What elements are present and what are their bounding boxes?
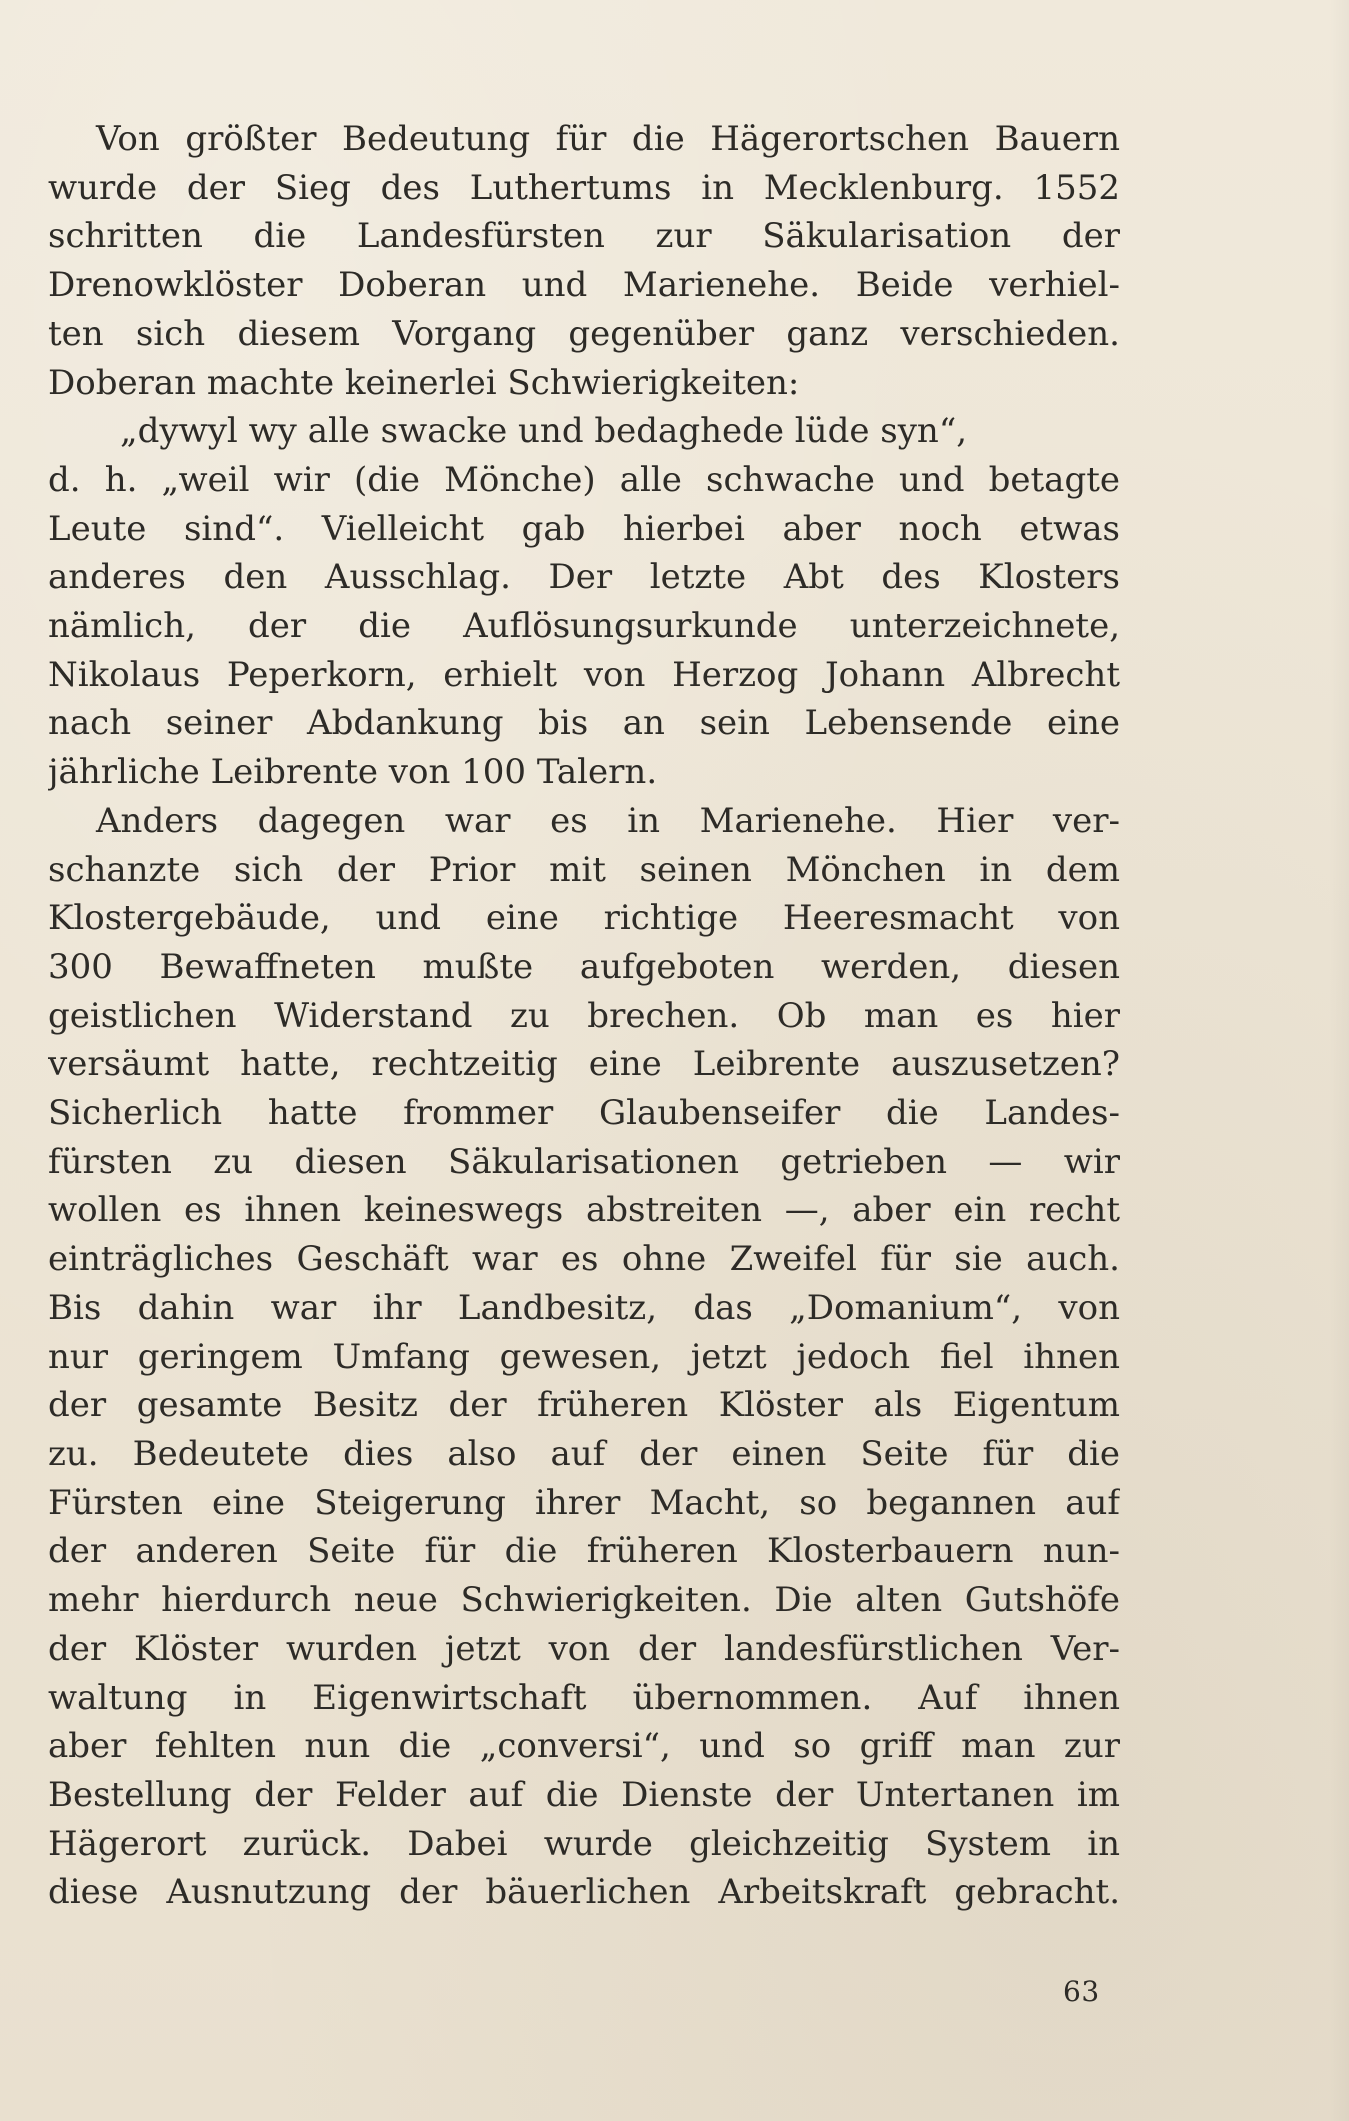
text-line-15: Anders dagegen war es in Marienehe. Hier ver- [96,800,1120,841]
text-line-19: geistlichen Widerstand zu brechen. Ob man es hier [48,995,1120,1036]
text-line-14: jährliche Leibrente von 100 Talern. [48,752,658,793]
text-line-26: nur geringem Umfang gewesen, jetzt jedoch fiel ihnen [48,1336,1120,1377]
text-line-6: Doberan machte keinerlei Schwierigkeiten: [48,362,800,403]
text-line-25: Bis dahin war ihr Landbesitz, das „Domanium“, von [48,1287,1120,1328]
text-line-22: fürsten zu diesen Säkularisationen getrieben — wir [48,1141,1120,1182]
text-line-31: mehr hierdurch neue Schwierigkeiten. Die alten Gutshöfe [48,1580,1120,1621]
quote-line: „dywyl wy alle swacke und bedaghede lüde syn“, [120,411,968,452]
text-line-16: schanzte sich der Prior mit seinen Mönchen in dem [48,849,1120,890]
text-line-11: nämlich, der die Auflösungsurkunde unterzeichnete, [48,606,1120,647]
text-line-36: Hägerort zurück. Dabei wurde gleichzeitig System in [48,1823,1120,1864]
text-line-5: ten sich diesem Vorgang gegenüber ganz verschieden. [48,313,1120,354]
text-line-28: zu. Bedeutete dies also auf der einen Seite für die [48,1433,1120,1474]
text-line-17: Klostergebäude, und eine richtige Heeresmacht von [48,898,1120,939]
text-line-33: waltung in Eigenwirtschaft übernommen. Auf ihnen [48,1677,1120,1718]
text-line-27: der gesamte Besitz der früheren Klöster als Eigentum [48,1385,1120,1426]
text-line-3: schritten die Landesfürsten zur Säkularisation der [48,216,1120,257]
text-line-23: wollen es ihnen keineswegs abstreiten —, aber ein recht [48,1190,1120,1231]
text-line-21: Sicherlich hatte frommer Glaubenseifer die Landes- [48,1093,1120,1134]
text-line-24: einträgliches Geschäft war es ohne Zweifel für sie auch. [48,1239,1120,1280]
text-line-37: diese Ausnutzung der bäuerlichen Arbeitskraft gebracht. [48,1872,1120,1913]
text-line-8: d. h. „weil wir (die Mönche) alle schwache und betagte [48,459,1120,500]
text-line-20: versäumt hatte, rechtzeitig eine Leibrente auszusetzen? [48,1044,1120,1085]
page-number: 63 [1063,1975,1100,2008]
text-line-4: Drenowklöster Doberan und Marienehe. Beide verhiel- [48,265,1120,306]
text-line-9: Leute sind“. Vielleicht gab hierbei aber noch etwas [48,508,1120,549]
text-line-1: Von größter Bedeutung für die Hägerortschen Bauern [96,119,1120,159]
text-line-29: Fürsten eine Steigerung ihrer Macht, so begannen auf [48,1482,1120,1523]
text-line-10: anderes den Ausschlag. Der letzte Abt des Klosters [48,557,1120,598]
text-line-34: aber fehlten nun die „conversi“, und so griff man zur [48,1726,1120,1767]
text-line-18: 300 Bewaffneten mußte aufgeboten werden, diesen [48,946,1120,987]
body-text [48,115,1120,1917]
text-line-2: wurde der Sieg des Luthertums in Mecklenburg. 1552 [48,167,1120,208]
page-edge-shade [1329,0,1349,2121]
text-line-12: Nikolaus Peperkorn, erhielt von Herzog Johann Albrecht [48,654,1120,695]
text-line-32: der Klöster wurden jetzt von der landesfürstlichen Ver- [48,1628,1120,1669]
text-line-13: nach seiner Abdankung bis an sein Lebensende eine [48,703,1120,744]
text-line-30: der anderen Seite für die früheren Klosterbauern nun- [48,1531,1120,1572]
text-line-35: Bestellung der Felder auf die Dienste der Untertanen im [48,1774,1120,1815]
